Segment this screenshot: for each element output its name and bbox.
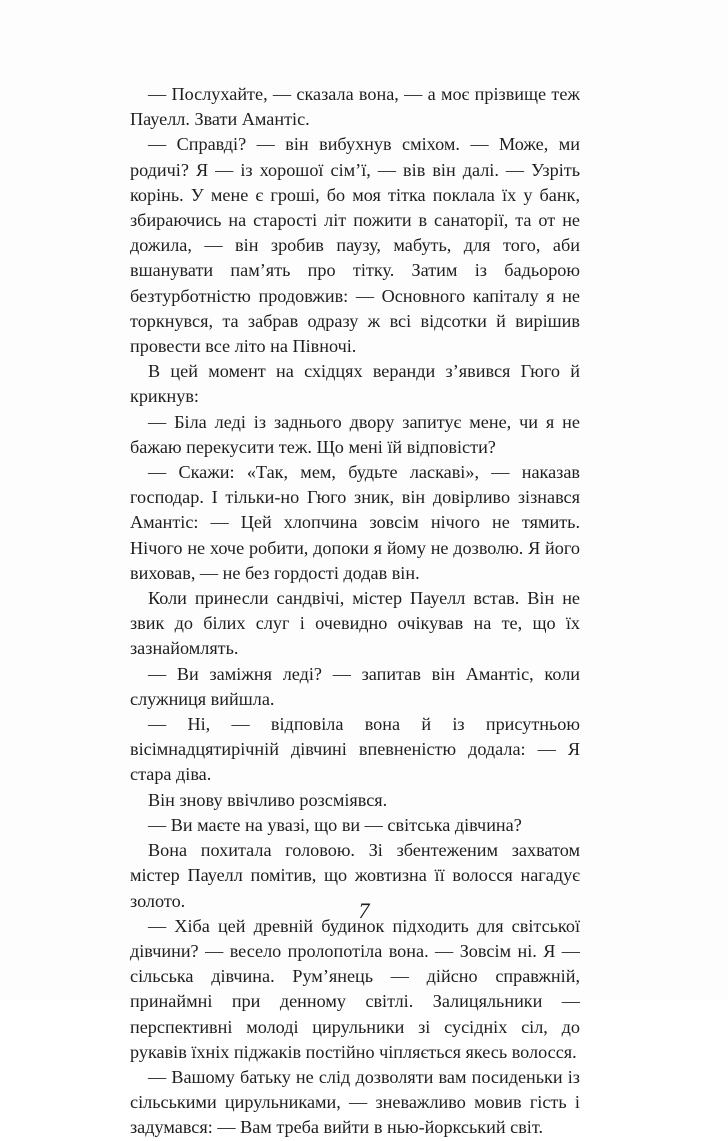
paragraph: — Ні, — відповіла вона й із присутньою вісімнадцятирічній дівчині впевненістю додала: — Я стара діва.: [130, 714, 580, 785]
paragraph: — Справді? — він вибухнув сміхом. — Може, ми родичі? Я — із хорошої сім’ї, — вів він далі. — Узріть корінь. У мене є гроші, бо моя тітка поклала їх у банк, збираючись на старості літ пожити в санаторії, та от не дожила, — він зробив паузу, мабуть, для того, аби вшанувати пам’ять про тітку. Затим із бадьорою безтурботністю продовжив: — Основного капіталу я не торкнувся, та забрав одразу ж всі відсотки й вирішив провести все літо на Півночі.: [130, 134, 580, 357]
paragraph: — Послухайте, — сказала вона, — а моє прізвище теж Пауелл. Звати Амантіс.: [130, 84, 580, 130]
paragraph: — Біла леді із заднього двору запитує мене, чи я не бажаю перекусити теж. Що мені їй відповісти?: [130, 411, 580, 457]
paragraph: Коли принесли сандвічі, містер Пауелл встав. Він не звик до білих слуг і очевидно очікував на те, що їх зазнайомлять.: [130, 588, 580, 659]
paragraph: — Вашому батьку не слід дозволяти вам посиденьки із сільськими цирульниками, — зневажливо мовив гість і задумався: — Вам треба вийти в нью-йоркський світ.: [130, 1066, 580, 1138]
paragraph: — Ви маєте на увазі, що ви — світська дівчина?: [148, 814, 522, 835]
paragraph: — Хіба цей древній будинок підходить для світської дівчини? — весело пролопотіла вона. — Зовсім ні. Я — сільська дівчина. Рум’янець — дійсно справжній, принаймні при денному світлі. Залицяльники — перспективні молоді цирульники зі сусідніх сіл, до рукавів їхніх піджаків постійно чіпляється якесь волосся.: [130, 915, 580, 1062]
paragraph: — Скажи: «Так, мем, будьте ласкаві», — наказав господар. І тільки-но Гюго зник, він довірливо зізнався Амантіс: — Цей хлопчина зовсім нічого не тямить. Нічого не хоче робити, допоки я йому не дозволю. Я його виховав, — не без гордості додав він.: [130, 462, 580, 583]
body-text: [130, 82, 580, 1141]
page-number: 7: [358, 898, 370, 923]
paragraph: Вона похитала головою. Зі збентеженим захватом містер Пауелл помітив, що жовтизна її волосся нагадує золото.: [130, 840, 580, 911]
paragraph: — Ви заміжня леді? — запитав він Амантіс, коли служниця вийшла.: [130, 663, 580, 709]
paragraph: Він знову ввічливо розсміявся.: [148, 789, 388, 810]
paragraph: В цей момент на східцях веранди з’явився Гюго й крикнув:: [130, 361, 580, 407]
